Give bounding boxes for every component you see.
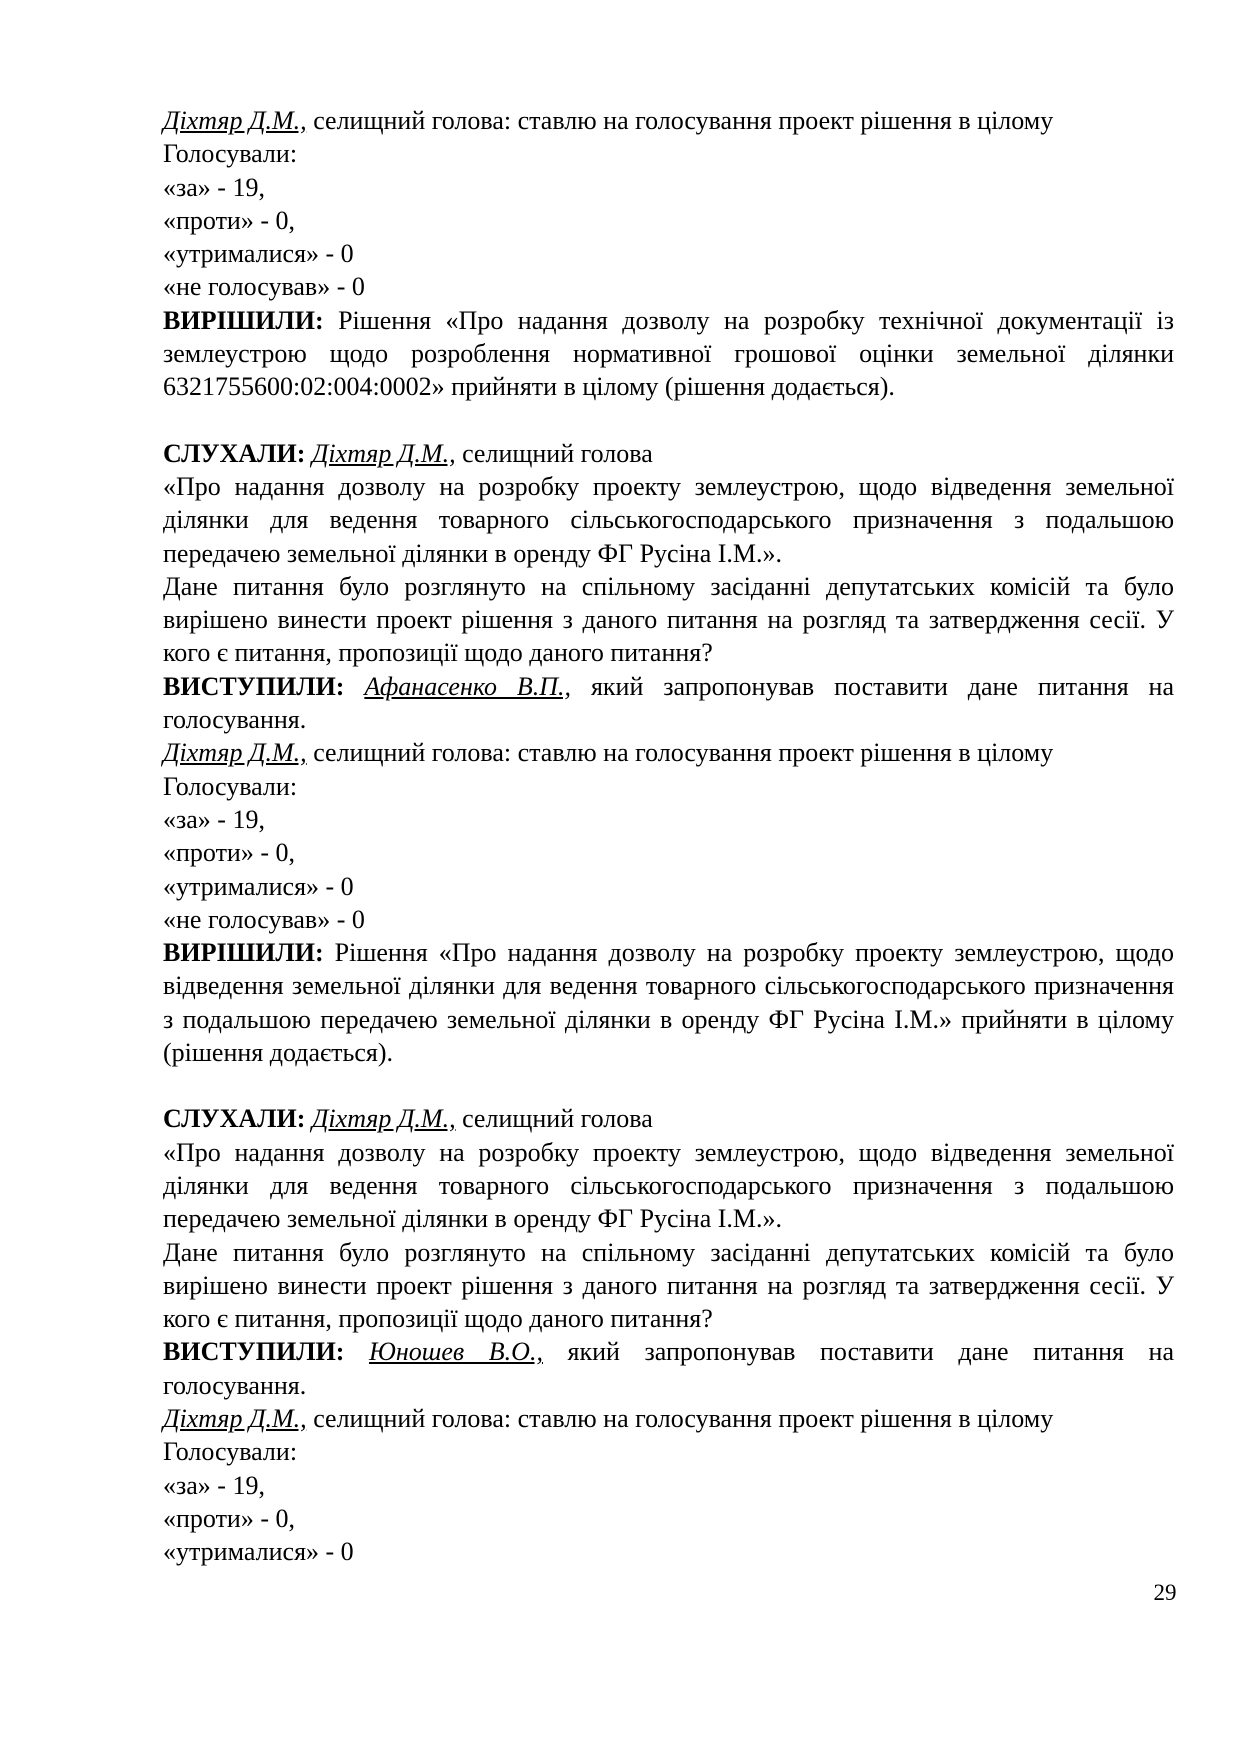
decided-label: ВИРІШИЛИ: (163, 305, 324, 335)
decision-paragraph (163, 936, 1174, 1069)
decided-text: Рішення «Про надання дозволу на розробку проекту землеустрою, щодо відведення земельної ділянки для ведення товарного сільськогосподарського призначення з подальшою передачею земельної ділянки в оренду ФГ Русіна І.М.» прийняти в цілому (рішення додається). (163, 938, 1174, 1068)
speaker-name: Афанасенко В.П., (364, 671, 572, 701)
speaker-name: Діхтяр Д.М., (163, 1403, 307, 1433)
spoke-paragraph (163, 670, 1174, 737)
spoke-label: ВИСТУПИЛИ: (163, 1337, 345, 1367)
heard-label: СЛУХАЛИ: (163, 1104, 306, 1134)
statement-text: селищний голова: ставлю на голосування проект рішення в цілому (306, 106, 1054, 135)
spoke-paragraph (163, 1335, 1174, 1402)
vote-for: «за» - 19, (163, 804, 265, 834)
discussion-paragraph: Дане питання було розглянуто на спільному засіданні депутатських комісій та було вирішено винести проект рішення з даного питання на розгляд та затвердження сесії. У кого є питання, пропозиції щодо даного питання? (163, 571, 1174, 668)
discussion-paragraph: Дане питання було розглянуто на спільному засіданні депутатських комісій та було вирішено винести проект рішення з даного питання на розгляд та затвердження сесії. У кого є питання, пропозиції щодо даного питання? (163, 1237, 1174, 1334)
speaker-name: Діхтяр Д.М., (163, 106, 307, 135)
speaker-role: селищний голова (455, 1104, 653, 1134)
voted-label: Голосували: (163, 771, 298, 801)
spoke-text: який запропонував поставити дане питання на голосування. (163, 671, 1175, 735)
heard-line (163, 1102, 1174, 1135)
paragraph-gap (163, 404, 1174, 437)
vote-abstain: «утрималися» - 0 (163, 239, 354, 269)
decided-text: Рішення «Про надання дозволу на розробку технічної документації із землеустрою щодо розроблення нормативної грошової оцінки земельної ділянки 6321755600:02:004:0002» прийняти в цілому (рішення додається). (163, 305, 1174, 402)
spoke-label: ВИСТУПИЛИ: (163, 671, 345, 701)
heard-label: СЛУХАЛИ: (163, 438, 306, 468)
document-body (163, 104, 1174, 1568)
vote-none: «не голосував» - 0 (163, 272, 365, 302)
speaker-name: Діхтяр Д.М., (311, 438, 456, 468)
chair-statement (163, 1402, 1174, 1435)
vote-abstain: «утрималися» - 0 (163, 1537, 354, 1567)
statement-text: селищний голова: ставлю на голосування проект рішення в цілому (306, 1403, 1054, 1433)
heard-line (163, 437, 1174, 470)
voted-label: Голосували: (163, 1437, 298, 1467)
speaker-name: Діхтяр Д.М., (311, 1104, 456, 1134)
vote-none: «не голосував» - 0 (163, 904, 365, 934)
speaker-name: Діхтяр Д.М., (163, 738, 307, 768)
decision-paragraph (163, 304, 1174, 404)
statement-text: селищний голова: ставлю на голосування проект рішення в цілому (306, 738, 1054, 768)
vote-against: «проти» - 0, (163, 838, 296, 868)
vote-against: «проти» - 0, (163, 1503, 296, 1533)
vote-abstain: «утрималися» - 0 (163, 871, 354, 901)
vote-against: «проти» - 0, (163, 205, 296, 235)
chair-statement (163, 736, 1174, 769)
speaker-name: Юношев В.О., (369, 1337, 543, 1367)
vote-for: «за» - 19, (163, 172, 265, 202)
chair-statement (163, 104, 1174, 137)
paragraph-gap (163, 1069, 1174, 1102)
topic-paragraph: «Про надання дозволу на розробку проекту землеустрою, щодо відведення земельної ділянки для ведення товарного сільськогосподарського призначення з подальшою передачею земельної ділянки в оренду ФГ Русіна І.М.». (163, 1137, 1174, 1234)
topic-paragraph: «Про надання дозволу на розробку проекту землеустрою, щодо відведення земельної ділянки для ведення товарного сільськогосподарського призначення з подальшою передачею земельної ділянки в оренду ФГ Русіна І.М.». (163, 471, 1174, 568)
vote-for: «за» - 19, (163, 1470, 265, 1500)
spoke-text: який запропонував поставити дане питання на голосування. (163, 1337, 1174, 1400)
decided-label: ВИРІШИЛИ: (163, 938, 324, 968)
page-number: 29 (1153, 1580, 1177, 1605)
voted-label: Голосували: (163, 139, 298, 169)
speaker-role: селищний голова (455, 438, 653, 468)
